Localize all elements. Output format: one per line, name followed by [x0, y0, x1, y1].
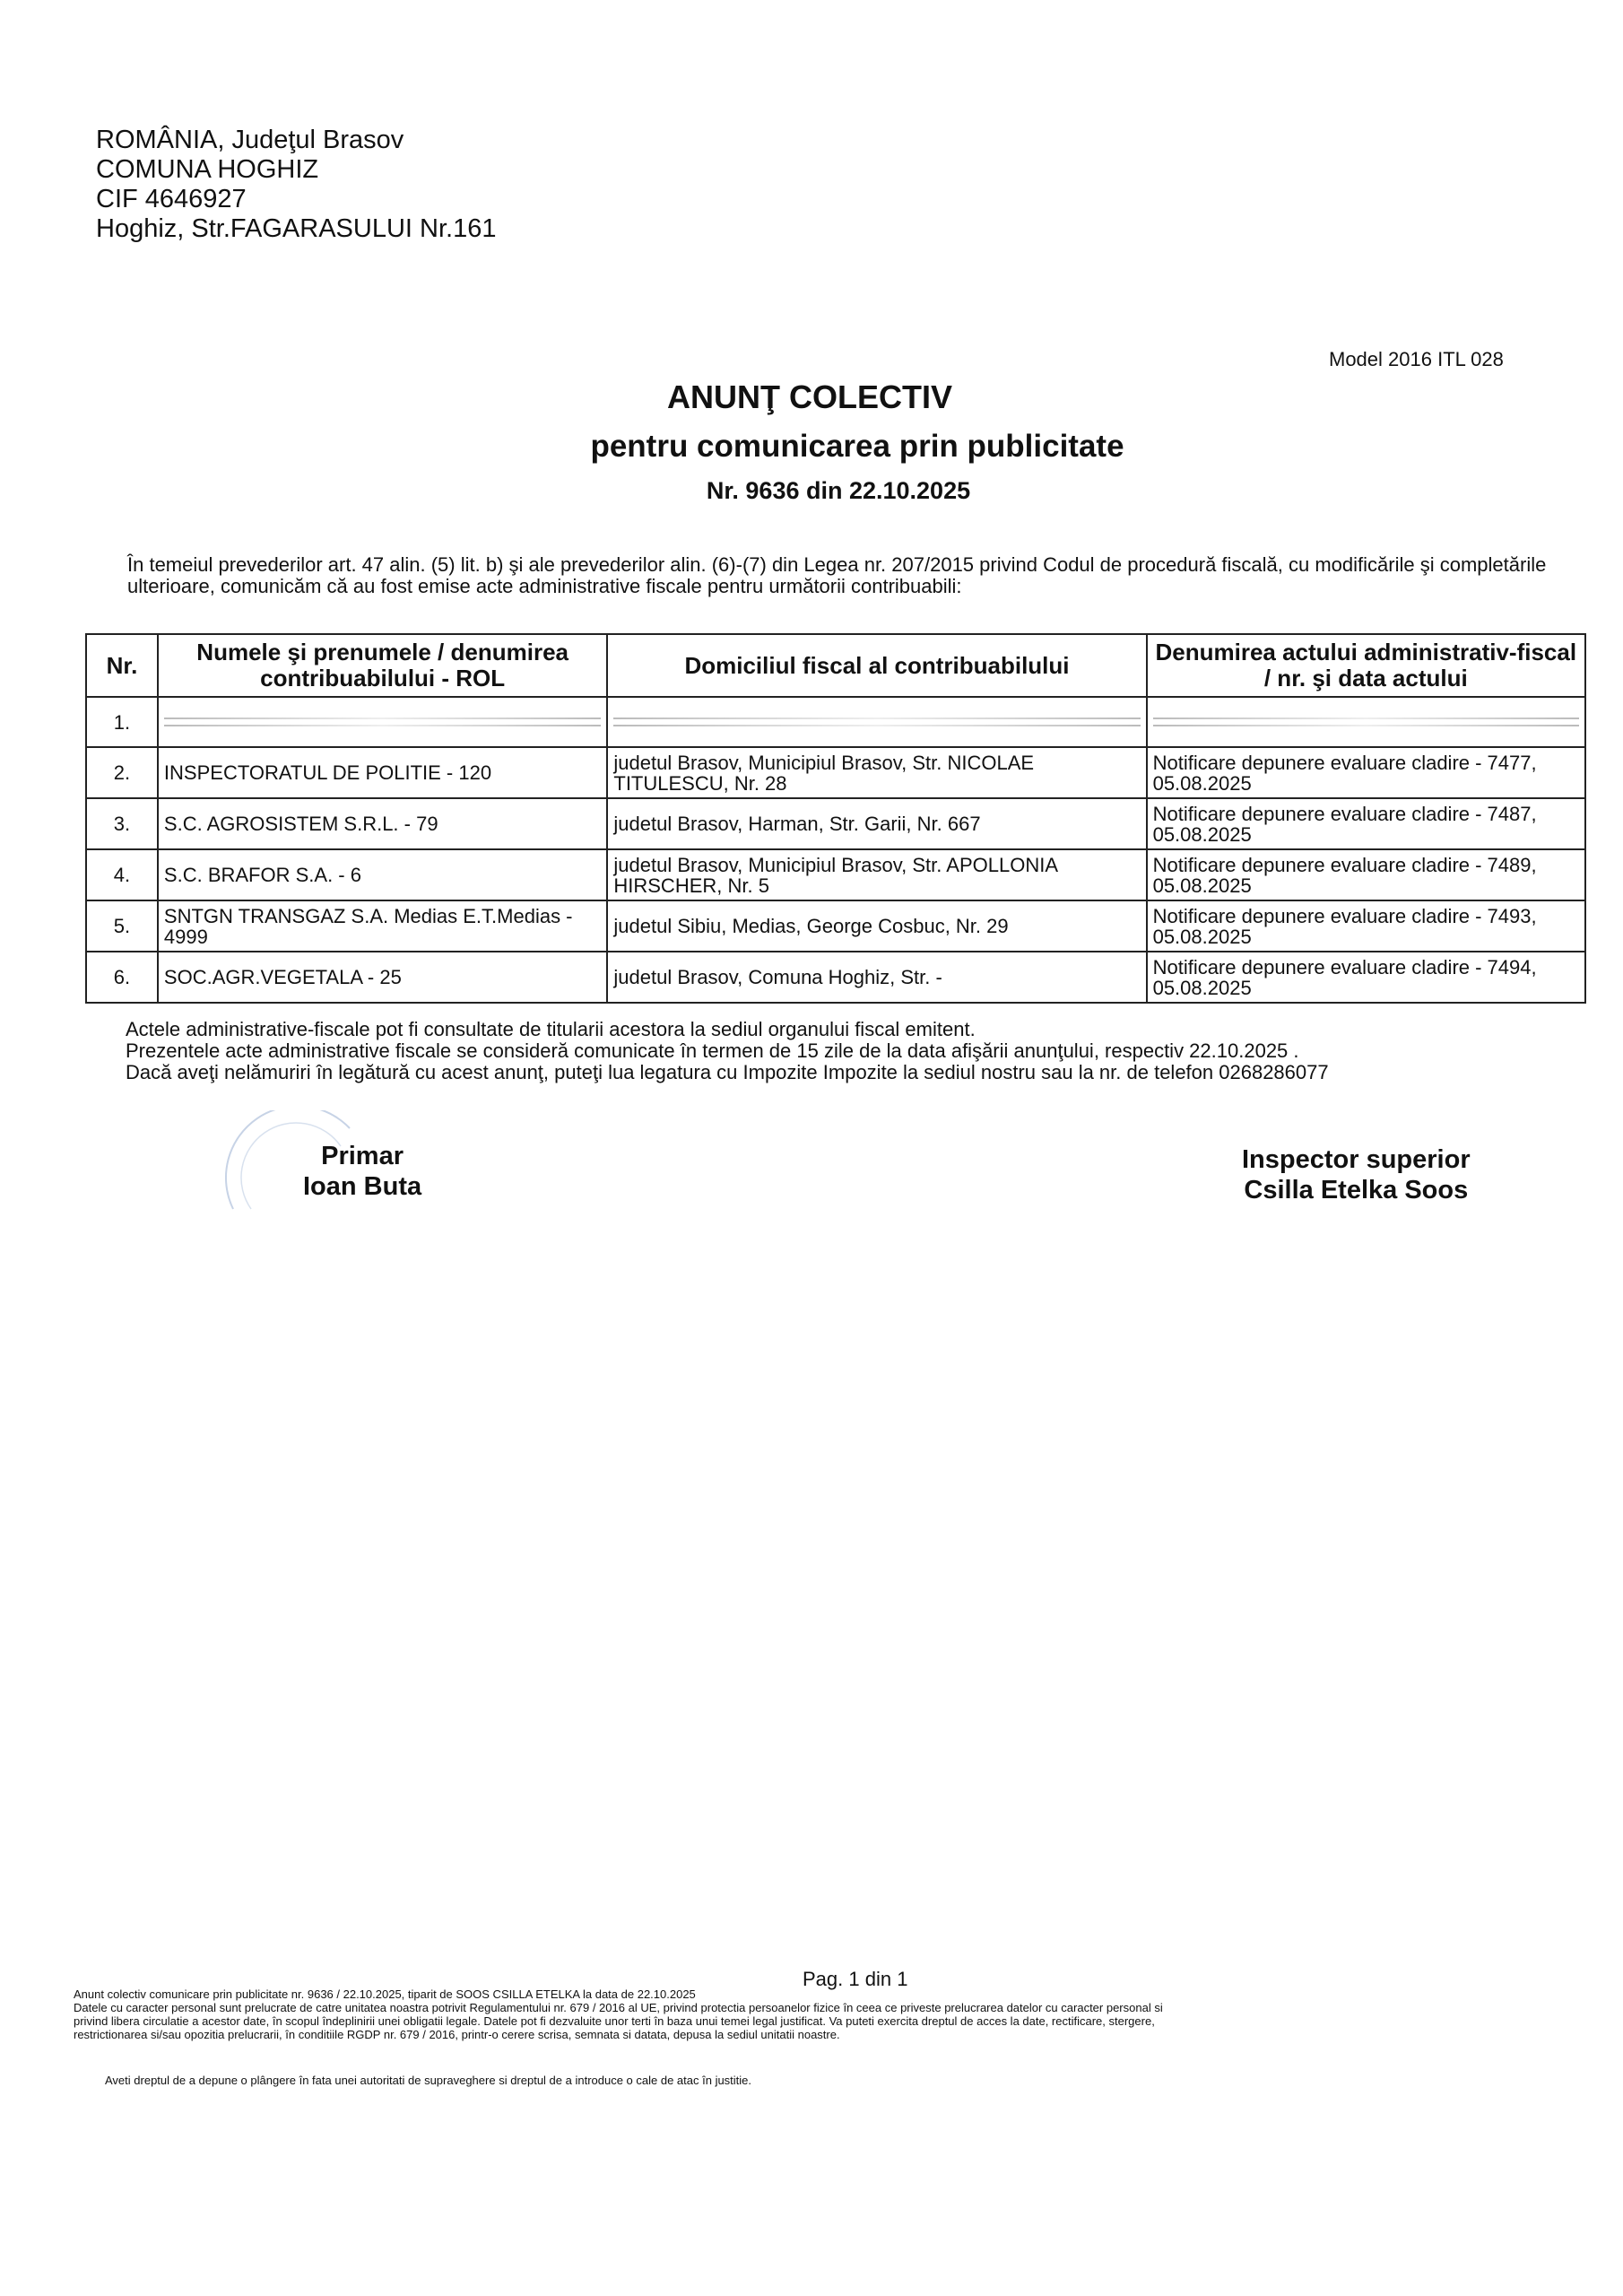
intro-paragraph: În temeiul prevederilor art. 47 alin. (5) lit. b) şi ale prevederilor alin. (6)-(7) din Legea nr. 207/2015 privind Codul de procedură fiscală, cu modificările şi completările ulterioare, comunicăm că au fost emise acte administrative fiscale pentru următorii contribuabili:	[127, 553, 1547, 597]
signature-mayor	[303, 1141, 421, 1202]
footer-complaint: Aveti dreptul de a depune o plângere în fata unei autoritati de supraveghere si dreptul de a introduce o cale de atac în justitie.	[105, 2074, 752, 2087]
table-row	[86, 747, 1585, 798]
document-number: Nr. 9636 din 22.10.2025	[706, 477, 971, 504]
issuer-commune: COMUNA HOGHIZ	[96, 155, 319, 184]
model-code: Model 2016 ITL 028	[1329, 348, 1504, 370]
table-row	[86, 798, 1585, 849]
issuer-cif: CIF 4646927	[96, 185, 247, 213]
document-title: ANUNŢ COLECTIV	[667, 378, 952, 415]
signature-inspector	[1242, 1144, 1471, 1205]
notice-line-contact: Dacă aveţi nelămuriri în legătură cu acest anunţ, puteţi lua legatura cu Impozite Impozite la sediul nostru sau la nr. de telefon 0268286077	[126, 1061, 1329, 1083]
cell-act: Notificare depunere evaluare cladire - 7477, 05.08.2025	[1147, 747, 1585, 798]
cell-name: SNTGN TRANSGAZ S.A. Medias E.T.Medias - 4999	[158, 900, 607, 952]
issuer-address-block	[96, 126, 496, 244]
cell-name: SOC.AGR.VEGETALA - 25	[158, 952, 607, 1003]
footer-line-gdpr-2: privind libera circulatie a acestor date, în scopul îndeplinirii unei obligatii legale. Datele pot fi dezvaluite unor terti în baza unui temei legal justificat. Va puteti exercita dreptul de acces la date, rectificare, stergere,	[74, 2014, 1155, 2028]
footer-line-gdpr-1: Datele cu caracter personal sunt prelucrate de catre unitatea noastra potrivit Regulamentului nr. 679 / 2016 al UE, privind protectia persoanelor fizice în ceea ce priveste prelucrarea datelor cu caracter personal si	[74, 2001, 1163, 2014]
cell-name-redacted	[158, 697, 607, 747]
cell-nr: 2.	[86, 747, 158, 798]
cell-address: judetul Sibiu, Medias, George Cosbuc, Nr. 29	[607, 900, 1146, 952]
table-row	[86, 849, 1585, 900]
header-act: Denumirea actului administrativ-fiscal / nr. şi data actului	[1147, 634, 1585, 697]
table-row	[86, 900, 1585, 952]
cell-address: judetul Brasov, Municipiul Brasov, Str. NICOLAE TITULESCU, Nr. 28	[607, 747, 1146, 798]
footer-line-gdpr-3: restrictionarea si/sau opozitia prelucrarii, în conditiile RGDP nr. 679 / 2016, printr-o cerere scrisa, semnata si datata, depusa la sediul unitatii noastre.	[74, 2028, 840, 2041]
cell-act: Notificare depunere evaluare cladire - 7493, 05.08.2025	[1147, 900, 1585, 952]
cell-address: judetul Brasov, Comuna Hoghiz, Str. -	[607, 952, 1146, 1003]
cell-nr: 5.	[86, 900, 158, 952]
issuer-street: Hoghiz, Str.FAGARASULUI Nr.161	[96, 214, 497, 243]
header-nr: Nr.	[86, 634, 158, 697]
header-name: Numele şi prenumele / denumirea contribuabilului - ROL	[158, 634, 607, 697]
cell-act: Notificare depunere evaluare cladire - 7494, 05.08.2025	[1147, 952, 1585, 1003]
notice-line-consult: Actele administrative-fiscale pot fi consultate de titularii acestora la sediul organului fiscal emitent.	[126, 1018, 976, 1040]
cell-nr: 1.	[86, 697, 158, 747]
cell-nr: 6.	[86, 952, 158, 1003]
cell-address: judetul Brasov, Municipiul Brasov, Str. APOLLONIA HIRSCHER, Nr. 5	[607, 849, 1146, 900]
table-row	[86, 952, 1585, 1003]
notice-paragraph	[126, 1019, 1560, 1083]
inspector-name: Csilla Etelka Soos	[1244, 1176, 1469, 1205]
footer-line-printed: Anunt colectiv comunicare prin publicitate nr. 9636 / 22.10.2025, tiparit de SOOS CSILLA ETELKA la data de 22.10.2025	[74, 1987, 696, 2001]
footer-gdpr	[74, 1987, 1508, 2041]
cell-name: S.C. AGROSISTEM S.R.L. - 79	[158, 798, 607, 849]
inspector-role: Inspector superior	[1242, 1145, 1471, 1174]
cell-address: judetul Brasov, Harman, Str. Garii, Nr. 667	[607, 798, 1146, 849]
table-header-row	[86, 634, 1585, 697]
cell-nr: 3.	[86, 798, 158, 849]
table-row-redacted	[86, 697, 1585, 747]
mayor-name: Ioan Buta	[303, 1172, 422, 1201]
cell-act: Notificare depunere evaluare cladire - 7489, 05.08.2025	[1147, 849, 1585, 900]
notice-line-communicated: Prezentele acte administrative fiscale se consideră comunicate în termen de 15 zile de la data afişării anunţului, respectiv 22.10.2025 .	[126, 1039, 1299, 1062]
issuer-county: ROMÂNIA, Judeţul Brasov	[96, 126, 404, 154]
page-number: Pag. 1 din 1	[803, 1968, 908, 1990]
cell-act: Notificare depunere evaluare cladire - 7487, 05.08.2025	[1147, 798, 1585, 849]
cell-address-redacted	[607, 697, 1146, 747]
cell-act-redacted	[1147, 697, 1585, 747]
cell-name: INSPECTORATUL DE POLITIE - 120	[158, 747, 607, 798]
header-address: Domiciliul fiscal al contribuabilului	[607, 634, 1146, 697]
cell-nr: 4.	[86, 849, 158, 900]
mayor-role: Primar	[321, 1142, 404, 1170]
cell-name: S.C. BRAFOR S.A. - 6	[158, 849, 607, 900]
contributors-table	[85, 633, 1586, 1004]
document-subtitle: pentru comunicarea prin publicitate	[590, 429, 1124, 464]
